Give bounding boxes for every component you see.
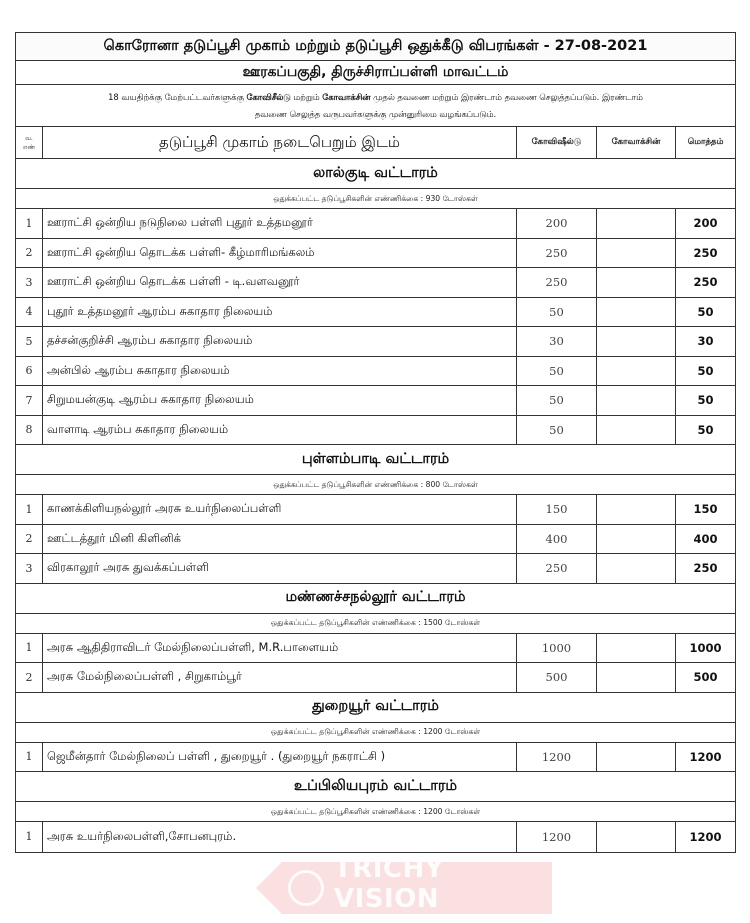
row-covaxin bbox=[597, 663, 676, 692]
row-covishield: 1200 bbox=[517, 743, 597, 772]
row-place: ஊராட்சி ஒன்றிய தொடக்க பள்ளி - டி.வளவனூர் bbox=[43, 268, 517, 297]
watermark-text-group bbox=[334, 854, 552, 923]
row-covishield: 50 bbox=[517, 386, 597, 415]
row-covishield: 500 bbox=[517, 663, 597, 692]
note-and: மற்றும் bbox=[290, 91, 323, 102]
block-allocation: ஒதுக்கப்பட்ட தடுப்பூசிகளின் எண்ணிக்கை : 930 டோஸ்கள் bbox=[16, 189, 735, 209]
table-row bbox=[16, 416, 735, 446]
row-covaxin bbox=[597, 525, 676, 554]
row-place: அன்பில் ஆரம்ப சுகாதார நிலையம் bbox=[43, 357, 517, 386]
row-place: வாளாடி ஆரம்ப சுகாதார நிலையம் bbox=[43, 416, 517, 445]
row-covishield: 30 bbox=[517, 327, 597, 356]
row-covaxin bbox=[597, 554, 676, 583]
row-serial-no: 1 bbox=[16, 495, 43, 524]
block-allocation: ஒதுக்கப்பட்ட தடுப்பூசிகளின் எண்ணிக்கை : 800 டோஸ்கள் bbox=[16, 475, 735, 495]
row-place: காணக்கிளியநல்லூர் அரசு உயர்நிலைப்பள்ளி bbox=[43, 495, 517, 524]
row-serial-no: 3 bbox=[16, 554, 43, 583]
row-covishield: 1200 bbox=[517, 822, 597, 852]
row-total: 50 bbox=[697, 422, 714, 437]
row-covaxin bbox=[597, 634, 676, 663]
row-total: 1200 bbox=[689, 829, 722, 844]
header-covaxin: கோவாக்சின் bbox=[597, 127, 676, 158]
row-total: 50 bbox=[697, 393, 714, 408]
watermark bbox=[282, 853, 552, 922]
document-subtitle: ஊரகப்பகுதி, திருச்சிராப்பள்ளி மாவட்டம் bbox=[16, 61, 735, 85]
header-place: தடுப்பூசி முகாம் நடைபெறும் இடம் bbox=[43, 127, 517, 158]
row-covishield: 50 bbox=[517, 357, 597, 386]
header-serial-line2: எண் bbox=[22, 143, 36, 151]
row-serial-no: 2 bbox=[16, 663, 43, 692]
watermark-logo-icon bbox=[288, 870, 324, 906]
row-covaxin bbox=[597, 268, 676, 297]
table-row bbox=[16, 298, 735, 328]
header-covishield: கோவிஷீல்டு bbox=[517, 127, 597, 158]
watermark-tagline: THE THIRD EYE bbox=[360, 913, 436, 922]
block-name: துறையூர் வட்டாரம் bbox=[16, 693, 735, 723]
row-covishield: 50 bbox=[517, 298, 597, 327]
row-total: 50 bbox=[697, 363, 714, 378]
row-place: அரசு உயர்நிலைபள்ளி,சோபனபுரம். bbox=[43, 822, 517, 852]
table-row bbox=[16, 634, 735, 664]
row-total: 30 bbox=[697, 334, 714, 349]
watermark-arrow-shape bbox=[256, 862, 282, 914]
row-total: 1200 bbox=[689, 749, 722, 764]
note-covaxin: கோவாக்சின் bbox=[322, 91, 371, 102]
row-covaxin bbox=[597, 209, 676, 238]
row-covishield: 150 bbox=[517, 495, 597, 524]
row-covaxin bbox=[597, 416, 676, 445]
table-row bbox=[16, 386, 735, 416]
row-covaxin bbox=[597, 239, 676, 268]
document-title: கொரோனா தடுப்பூசி முகாம் மற்றும் தடுப்பூசி ஒதுக்கீடு விபரங்கள் - 27-08-2021 bbox=[16, 33, 735, 61]
header-total: மொத்தம் bbox=[687, 137, 724, 147]
note-covishield: கோவிசீல்டு bbox=[246, 91, 291, 102]
row-serial-no: 7 bbox=[16, 386, 43, 415]
row-covaxin bbox=[597, 327, 676, 356]
row-total: 250 bbox=[693, 561, 718, 576]
table-row bbox=[16, 239, 735, 269]
note-text: 18 வயதிற்க்கு மேற்பட்டவர்களுக்கு bbox=[108, 91, 247, 102]
row-serial-no: 8 bbox=[16, 416, 43, 445]
row-serial-no: 1 bbox=[16, 209, 43, 238]
row-place: புதூர் உத்தமனூர் ஆரம்ப சுகாதார நிலையம் bbox=[43, 298, 517, 327]
row-serial-no: 2 bbox=[16, 239, 43, 268]
row-total: 250 bbox=[693, 245, 718, 260]
row-covishield: 250 bbox=[517, 268, 597, 297]
row-covishield: 250 bbox=[517, 554, 597, 583]
row-total: 200 bbox=[693, 216, 718, 231]
row-place: தச்சன்குறிச்சி ஆரம்ப சுகாதார நிலையம் bbox=[43, 327, 517, 356]
row-total: 1000 bbox=[689, 640, 722, 655]
table-row bbox=[16, 525, 735, 555]
block-name: லால்குடி வட்டாரம் bbox=[16, 159, 735, 189]
block-name: மண்ணச்சநல்லூர் வட்டாரம் bbox=[16, 584, 735, 614]
block-allocation: ஒதுக்கப்பட்ட தடுப்பூசிகளின் எண்ணிக்கை : 1500 டோஸ்கள் bbox=[16, 614, 735, 634]
row-place: ஜெமீன்தார் மேல்நிலைப் பள்ளி , துறையூர் . (துறையூர் நகராட்சி ) bbox=[43, 743, 517, 772]
row-place: ஊராட்சி ஒன்றிய தொடக்க பள்ளி- கீழ்மாரிமங்கலம் bbox=[43, 239, 517, 268]
row-serial-no: 1 bbox=[16, 743, 43, 772]
row-place: ஊட்டத்தூர் மினி கிளினிக் bbox=[43, 525, 517, 554]
row-place: அரசு ஆதிதிராவிடர் மேல்நிலைப்பள்ளி, M.R.பாளையம் bbox=[43, 634, 517, 663]
block-allocation: ஒதுக்கப்பட்ட தடுப்பூசிகளின் எண்ணிக்கை : 1200 டோஸ்கள் bbox=[16, 802, 735, 822]
table-header bbox=[16, 127, 735, 159]
eligibility-note bbox=[16, 85, 735, 127]
table-row bbox=[16, 327, 735, 357]
row-covaxin bbox=[597, 357, 676, 386]
header-serial-line1: வ. bbox=[25, 134, 33, 142]
block-allocation: ஒதுக்கப்பட்ட தடுப்பூசிகளின் எண்ணிக்கை : 1200 டோஸ்கள் bbox=[16, 723, 735, 743]
row-covaxin bbox=[597, 495, 676, 524]
table-row bbox=[16, 554, 735, 584]
row-serial-no: 1 bbox=[16, 634, 43, 663]
row-covishield: 400 bbox=[517, 525, 597, 554]
row-covaxin bbox=[597, 298, 676, 327]
row-covishield: 1000 bbox=[517, 634, 597, 663]
row-covaxin bbox=[597, 743, 676, 772]
row-serial-no: 1 bbox=[16, 822, 43, 852]
row-covaxin bbox=[597, 386, 676, 415]
row-serial-no: 5 bbox=[16, 327, 43, 356]
blocks-container bbox=[16, 159, 735, 852]
table-row bbox=[16, 209, 735, 239]
row-total: 400 bbox=[693, 531, 718, 546]
row-total: 50 bbox=[697, 304, 714, 319]
header-serial-no bbox=[16, 127, 43, 158]
row-serial-no: 4 bbox=[16, 298, 43, 327]
watermark-brand: TRICHY VISION bbox=[334, 853, 445, 914]
row-covishield: 250 bbox=[517, 239, 597, 268]
table-row bbox=[16, 663, 735, 693]
table-row bbox=[16, 822, 735, 852]
note-line-2: தவணை செலுத்த வருபவர்களுக்கு முன்னுரிமை வழங்கப்படும். bbox=[254, 108, 497, 119]
row-place: சிறுமயன்குடி ஆரம்ப சுகாதார நிலையம் bbox=[43, 386, 517, 415]
row-serial-no: 2 bbox=[16, 525, 43, 554]
row-covishield: 200 bbox=[517, 209, 597, 238]
row-total: 250 bbox=[693, 275, 718, 290]
row-covishield: 50 bbox=[517, 416, 597, 445]
row-place: விரகாலூர் அரசு துவக்கப்பள்ளி bbox=[43, 554, 517, 583]
row-total: 150 bbox=[693, 502, 718, 517]
row-serial-no: 3 bbox=[16, 268, 43, 297]
row-place: ஊராட்சி ஒன்றிய நடுநிலை பள்ளி புதூர் உத்தமனூர் bbox=[43, 209, 517, 238]
row-total: 500 bbox=[693, 670, 718, 685]
vaccine-allocation-table bbox=[15, 32, 736, 853]
block-name: புள்ளம்பாடி வட்டாரம் bbox=[16, 445, 735, 475]
note-line-1 bbox=[108, 89, 643, 106]
row-place: அரசு மேல்நிலைப்பள்ளி , சிறுகாம்பூர் bbox=[43, 663, 517, 692]
table-row bbox=[16, 743, 735, 773]
table-row bbox=[16, 268, 735, 298]
row-covaxin bbox=[597, 822, 676, 852]
table-row bbox=[16, 495, 735, 525]
row-serial-no: 6 bbox=[16, 357, 43, 386]
note-text-2: முதல் தவணை மற்றும் இரண்டாம் தவணை செலுத்தப்படும். இரண்டாம் bbox=[370, 91, 643, 102]
table-row bbox=[16, 357, 735, 387]
block-name: உப்பிலியபுரம் வட்டாரம் bbox=[16, 772, 735, 802]
